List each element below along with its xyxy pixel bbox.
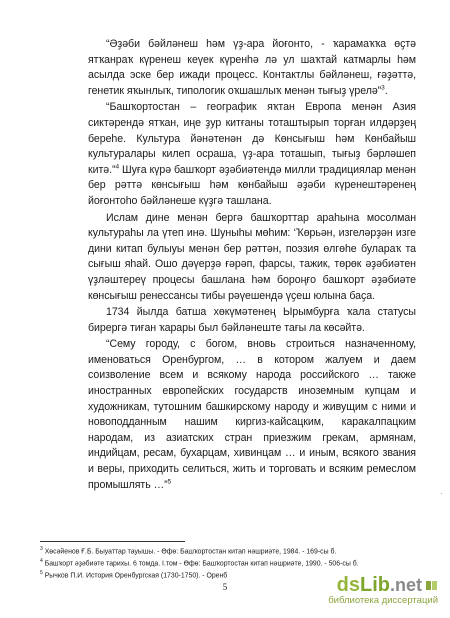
footnote-4: $^4$ Башҡорт әҙәбиәте тарихы. 6 томда. I.том - Өфө: Башҡортостан китап нәшриәте, 1990. - 506-сы б.	[40, 557, 359, 568]
paragraph-5-quote: “Сему городу, с богом, вновь строиться назначенному, именоваться Оренбургом, … в котором жалуем и даем соизволение всем и всякому народа российского … также иностранных европейских государств иноземным купцам и художникам, тутошним башкирскому народу и живущим с ними и новоподданным нашим киргиз-кайсацким, каракалпацким народам, из азиатских стран приезжим грекам, армянам, индийцам, ресам, бухарцам, хивинцам … и иным, всякого звания и веры, приходить селиться, жить и торговать и всяким ремеслом промышлять …”$^5$	[88, 338, 416, 491]
paragraph-3: Ислам дине менән бергә башҡорттар араһына мосолман культураһы ла үтеп инә. Шуныһы мөһим: ‘Ҡөрьән, изгеләрҙән изге дини китап булыуы менән бер рәттән, поэзия өлгөһе булараҡ та сығыш яһай. Ошо дәүерҙә ғәрәп, фарсы, тажик, төрөк әҙәбиәтен үҙләштереү процесы башлана һәм бороңғо башҡорт әҙәбиәте көнсығыш ренессансы тибы рәүешендә үҫеш юлына баҫа.	[88, 211, 416, 302]
footnote-divider	[40, 541, 185, 542]
margin-mark: ·	[440, 489, 443, 498]
watermark-logo	[298, 574, 438, 597]
paragraph-2: “Башҡортостан – географик яҡтан Европа менән Азия сиктәрендә ятҡан, иңе ҙур китғаны тоташтырып торған илдәрҙең береһе. Культура йәнәтенән дә Көнсығыш һәм Көнбайыш культуралары килеп осраша, үҙ-ара тоташып, тығыҙ бәрләшеп китә.”$^4$ Шуға күрә башҡорт әҙәбиәтендә милли традициялар менән бер рәттә көнсығыш һәм көнбайыш әҙәби күренештәренең йоғонтоһо бәйләнеше күҙгә ташлана.	[88, 101, 416, 207]
watermark-lib: Lib	[359, 574, 390, 596]
page-number: 5	[222, 582, 228, 592]
paragraph-4: 1734 йылда батша хөкүмәтенең Ырымбурға ҡала статусы бирергә тиған ҡарары был бәйләнеште тағы ла көсәйтә.	[88, 306, 416, 334]
footnote-ref-5[interactable]: 5	[167, 478, 172, 486]
watermark-ds: ds	[336, 574, 360, 596]
watermark[interactable]	[298, 574, 438, 610]
paragraph-1: “Әҙәби бәйләнеш һәм үҙ-ара йоғонто, - ҡарамаҡҡа өҫтә ятҡанраҡ күренеш кеүек күренһә лә ул шаҡтай катмарлы һәм асылда эске бер ижади процесс. Контактлы бәйләнеш, ғәҙәттә, генетик яҡынлыҡ, типологик оҡшашлыҡ менән тығыҙ үрелә”$^3$.	[88, 38, 416, 97]
body-text	[88, 37, 416, 494]
footnote-3: $^3$ Хөсәйенов Ғ.Б. Быуаттар тауышы. - Өфө: Башҡортостан китап нәшриәте, 1984. - 169-сы б.	[40, 546, 337, 556]
footnote-ref-3[interactable]: 3	[381, 84, 385, 92]
footnote-ref-4[interactable]: 4	[115, 163, 120, 171]
book-icon	[425, 579, 438, 592]
watermark-net: .net	[389, 575, 422, 595]
watermark-subtitle: библиотека диссертаций	[328, 595, 438, 606]
footnote-5: $^5$ Рычков П.И. История Оренбургская (1730-1750). - Оренб	[40, 569, 228, 580]
